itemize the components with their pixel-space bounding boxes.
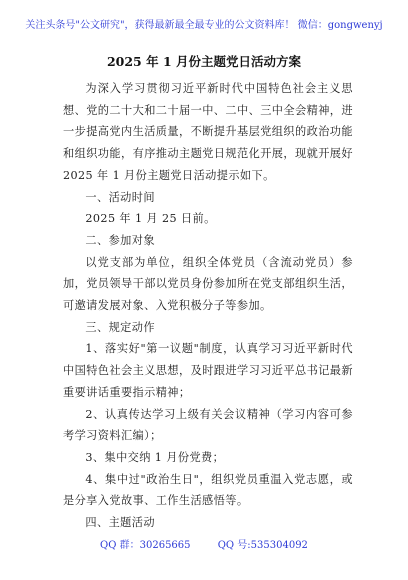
footer-qq-number: QQ 号:535304092 <box>217 540 308 551</box>
document-body <box>63 78 353 534</box>
section-heading-theme-activity: 四、主题活动 <box>85 516 155 530</box>
footer-qq-group: QQ 群：30265665 <box>100 540 191 551</box>
section-heading-time: 一、活动时间 <box>85 190 155 204</box>
section-heading-required-actions: 三、规定动作 <box>85 320 155 334</box>
paragraph-participants: 以党支部为单位，组织全体党员（含流动党员）参加，党员领导干部以党员身份参加所在党支部组织生活，可邀请发展对象、入党积极分子等参加。 <box>63 255 353 313</box>
paragraph-action-4: 4、集中过"政治生日"，组织党员重温入党志愿，或是分享入党故事、工作生活感悟等。 <box>63 472 353 508</box>
paragraph-action-1: 1、落实好"第一议题"制度，认真学习习近平新时代中国特色社会主义思想，及时跟进学习习近平总书记最新重要讲话重要指示精神； <box>63 342 353 399</box>
paragraph-time: 2025 年 1 月 25 日前。 <box>85 212 216 226</box>
paragraph-action-3: 3、集中交纳 1 月份党费； <box>85 450 225 464</box>
header-promo-note: 关注头条号"公文研究"，获得最新最全最专业的公文资料库！ 微信：gongwenyj <box>25 20 383 31</box>
footer-contact <box>0 536 408 551</box>
paragraph-intro: 为深入学习贯彻习近平新时代中国特色社会主义思想、党的二十大和二十届一中、二中、三中全会精神，进一步提高党内生活质量，不断提升基层党组织的政治功能和组织功能，有序推动主题党日规范化开展，现就开展好 2025 年 1 月份主题党日活动提示如下。 <box>63 82 353 182</box>
section-heading-participants: 二、参加对象 <box>85 233 155 247</box>
paragraph-action-2: 2、认真传达学习上级有关会议精神（学习内容可参考学习资料汇编）； <box>63 407 353 443</box>
document-title: 2025 年 1 月份主题党日活动方案 <box>106 54 302 69</box>
